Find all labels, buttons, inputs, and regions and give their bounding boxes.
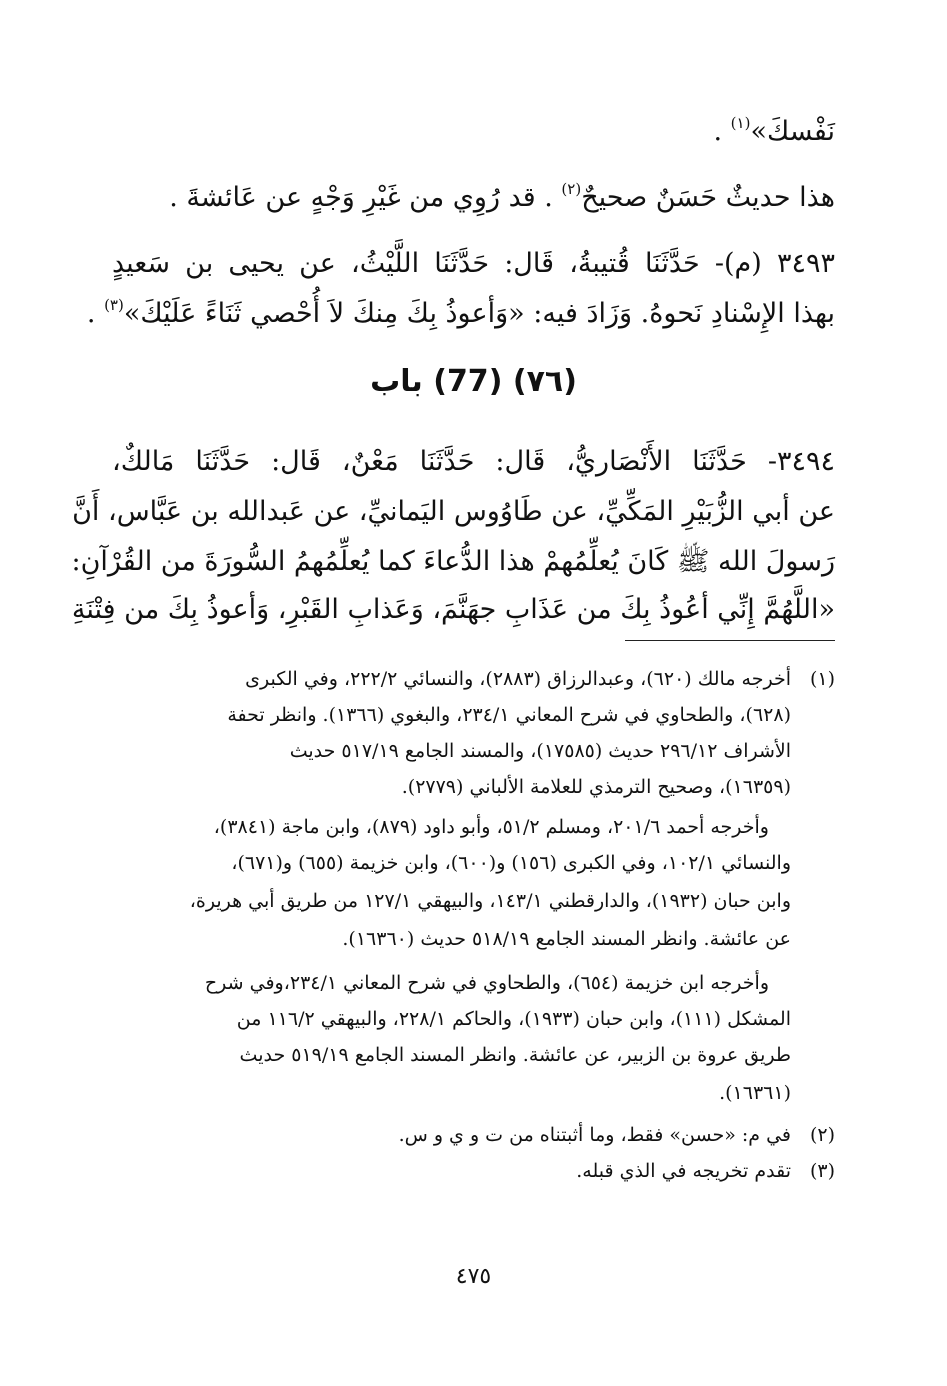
hadith-line: عن أبي الزُّبَيْرِ المَكِّيِّ، عن طَاوُوس اليَمانيِّ، عن عَبدالله بن عَبَّاس، أَنَّ [72, 496, 835, 527]
text-fragment: نَفْسكَ» [750, 116, 835, 147]
footnote-ref-3: (٣) [104, 296, 124, 314]
text-fragment: بهذا الإِسْنادِ نَحوهُ. وَزَادَ فيه: «وَأعوذُ بِكَ مِنكَ لاَ أُحْصي ثَنَاءً عَلَيْكَ» [123, 298, 835, 329]
footnote-1-para2-line: عن عائشة. وانظر المسند الجامع ٥١٨/١٩ حديث (١٦٣٦٠). [342, 928, 791, 950]
footnote-text: تقدم تخريجه في الذي قبله. [576, 1160, 791, 1182]
main-text-line-2 [112, 176, 835, 220]
text-fragment: . قد رُوِي من غَيْرِ وَجْهٍ عن عَائشةَ . [169, 182, 562, 213]
main-text-line-4 [86, 292, 835, 336]
footnote-1-para3-line: طريق عروة بن الزبير، عن عائشة. وانظر المسند الجامع ٥١٩/١٩ حديث [239, 1044, 791, 1066]
footnote-1-para2-line: والنسائي ١٠٢/١، وفي الكبرى (١٥٦) و(٦٠٠)، وابن خزيمة (٦٥٥) و(٦٧١)، [231, 852, 791, 874]
footnote-text: وأخرجه أحمد ٢٠١/٦، ومسلم ٥١/٢، وأبو داود (٨٧٩)، وابن ماجة (٣٨٤١)، [213, 816, 769, 838]
page-number: ٤٧٥ [455, 1264, 492, 1289]
footnote-1-para3-line [112, 968, 835, 998]
footnote-1-line: الأشراف ٢٩٦/١٢ حديث (١٧٥٨٥)، والمسند الجامع ٥١٧/١٩ حديث [289, 740, 791, 762]
hadith-line: ٣٤٩٤- حَدَّثَنَا الأَنْصَاريُّ، قَال: حَدَّثَنَا مَعْنٌ، قَال: حَدَّثَنَا مَالكٌ، [112, 446, 835, 477]
main-text-line-3: ٣٤٩٣ (م)- حَدَّثَنَا قُتيبةُ، قَال: حَدَّثَنَا اللَّيْثُ، عن يحيى بن سَعيدٍ [112, 248, 835, 279]
footnote-1-para3-line: المشكل (١١١)، وابن حبان (١٩٣٣)، والحاكم ٢٢٨/١، والبيهقي ١١٦/٢ من [236, 1008, 791, 1030]
footnote-1-para2-line [112, 812, 835, 842]
footnote-1-para2-line: وابن حبان (١٩٣٢)، والدارقطني ١٤٣/١، والبيهقي ١٢٧/١ من طريق أبي هريرة، [189, 890, 791, 912]
footnote-3 [112, 1156, 835, 1186]
footnote-ref-2: (٢) [561, 180, 582, 198]
footnote-ref-1: (١) [730, 114, 751, 132]
footnote-1-para3-line: (١٦٣٦١). [719, 1082, 791, 1104]
hadith-line: رَسولَ الله ﷺ كَانَ يُعلِّمُهمْ هذا الدُّعاءَ كما يُعلِّمُهمُ السُّورَةَ من القُرْآنِ: [71, 546, 835, 577]
hadith-line: «اللَّهُمَّ إِنِّي أعُوذُ بِكَ من عَذَابِ جهَنَّمَ، وَعَذابِ القَبْرِ، وَأعوذُ بِكَ من فِتْنَةِ [71, 594, 835, 625]
footnote-text: أخرجه مالك (٦٢٠)، وعبدالرزاق (٢٨٨٣)، والنسائي ٢٢٢/٢، وفي الكبرى [245, 668, 791, 690]
footnote-text: في م: «حسن» فقط، وما أثبتناه من ت و ي و س. [398, 1124, 791, 1146]
footnote-separator [625, 640, 835, 641]
chapter-heading: (٧٦) (77) باب [370, 364, 577, 399]
footnote-number: (٢) [809, 1124, 835, 1146]
footnote-1-line: (١٦٣٥٩)، وصحيح الترمذي للعلامة الألباني (٢٧٧٩). [401, 776, 791, 798]
footnote-2 [112, 1120, 835, 1150]
footnote-1-line [112, 664, 835, 694]
footnote-number: (٣) [809, 1160, 835, 1182]
text-fragment: . [713, 116, 731, 147]
footnote-text: وأخرجه ابن خزيمة (٦٥٤)، والطحاوي في شرح المعاني ٢٣٤/١،وفي شرح [204, 972, 769, 994]
main-text-line-1 [112, 110, 835, 154]
text-fragment: هذا حديثٌ حَسَنٌ صحيحٌ [581, 182, 835, 213]
footnote-1-line: (٦٢٨)، والطحاوي في شرح المعاني ٢٣٤/١، والبغوي (١٣٦٦). وانظر تحفة [227, 704, 791, 726]
text-fragment: . [86, 298, 105, 329]
footnote-number: (١) [809, 668, 835, 690]
